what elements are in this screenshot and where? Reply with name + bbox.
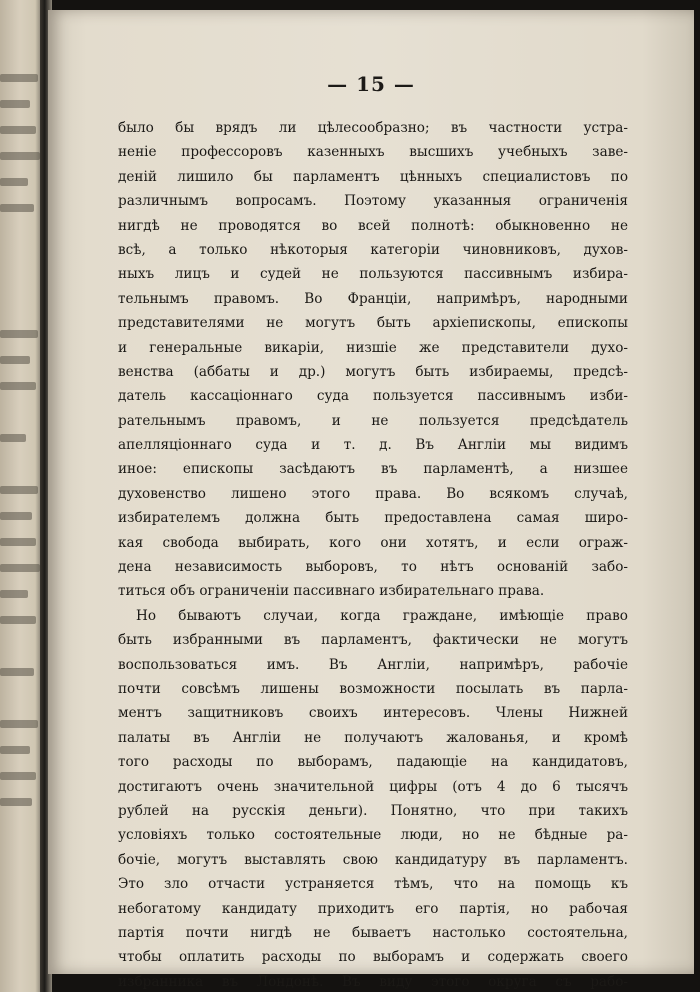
facing-page-text-fragment (0, 100, 30, 108)
text-line: условіяхъ только состоятельные люди, но не бѣдные ра- (118, 827, 628, 844)
facing-page-text-fragment (0, 330, 38, 338)
facing-page-text-fragment (0, 616, 36, 624)
facing-page-text-fragment (0, 668, 34, 676)
text-line: неніе профессоровъ казенныхъ высшихъ учебныхъ заве- (118, 144, 628, 161)
text-line: различнымъ вопросамъ. Поэтому указанныя ограниченія (118, 193, 628, 210)
text-line: духовенство лишено этого права. Во всякомъ случаѣ, (118, 485, 628, 502)
text-line: избирателемъ должна быть предоставлена самая широ- (118, 510, 628, 527)
facing-page-text-fragment (0, 178, 28, 186)
text-line: венства (аббаты и др.) могутъ быть избираемы, предсѣ- (118, 363, 628, 380)
facing-page-text-fragment (0, 590, 28, 598)
facing-page-text-fragment (0, 152, 40, 160)
paragraph-first-line: Но бываютъ случаи, когда граждане, имѣющіе право (136, 607, 628, 624)
text-line: иное: епископы засѣдаютъ въ парламентѣ, а низшее (118, 461, 628, 478)
text-line: достигаютъ очень значительной цифры (отъ 4 до 6 тысячъ (118, 778, 628, 795)
facing-page-text-fragment (0, 126, 36, 134)
text-line: дена независимость выборовъ, то нѣтъ основаній забо- (118, 559, 628, 576)
facing-page-text-fragment (0, 512, 32, 520)
facing-page-text-fragment (0, 486, 38, 494)
facing-page-text-fragment (0, 382, 36, 390)
text-line: ныхъ лицъ и судей не пользуются пассивнымъ избира- (118, 266, 628, 283)
text-line: избранника въ Лондонѣ. Въ виду этого округа съ рабо- (118, 973, 628, 990)
text-line: всѣ, а только нѣкоторыя категоріи чиновниковъ, духов- (118, 241, 628, 258)
facing-page-text-fragment (0, 434, 26, 442)
body-text (118, 116, 628, 992)
facing-page-text-fragment (0, 356, 30, 364)
facing-page-text-fragment (0, 538, 36, 546)
text-line: воспользоваться имъ. Въ Англіи, напримѣръ, рабочіе (118, 656, 628, 673)
paragraph-last-line: титься объ ограниченіи пассивнаго избирательнаго права. (118, 583, 545, 600)
facing-page-text-fragment (0, 74, 38, 82)
text-line: Это зло отчасти устраняется тѣмъ, что на помощь къ (118, 876, 628, 893)
text-line: того расходы по выборамъ, падающіе на кандидатовъ, (118, 754, 628, 771)
text-line: тельнымъ правомъ. Во Франціи, напримѣръ, народными (118, 290, 628, 307)
facing-page-text-fragment (0, 746, 30, 754)
text-line: кая свобода выбирать, кого они хотятъ, и если ограж- (118, 534, 628, 551)
facing-page-edge (0, 0, 44, 992)
text-line: нигдѣ не проводятся во всей полнотѣ: обыкновенно не (118, 217, 628, 234)
text-line: представителями не могутъ быть архіепископы, епископы (118, 315, 628, 332)
text-line: рательнымъ правомъ, и не пользуется предсѣдатель (118, 412, 628, 429)
facing-page-text-fragment (0, 798, 32, 806)
facing-page-text-fragment (0, 720, 38, 728)
text-line: партія почти нигдѣ не бываетъ настолько состоятельна, (118, 924, 628, 941)
facing-page-text-fragment (0, 564, 40, 572)
text-line: быть избранными въ парламентъ, фактически не могутъ (118, 632, 628, 649)
book-page (48, 10, 694, 990)
text-line: бочіе, могутъ выставлять свою кандидатуру въ парламентъ. (118, 851, 628, 868)
facing-page-text-fragment (0, 772, 36, 780)
text-line: небогатому кандидату приходитъ его партія, но рабочая (118, 900, 628, 917)
text-line: ментъ защитниковъ своихъ интересовъ. Члены Нижней (118, 705, 628, 722)
text-line: апелляціоннаго суда и т. д. Въ Англіи мы видимъ (118, 437, 628, 454)
text-line: и генеральные викаріи, низшіе же представители духо- (118, 339, 628, 356)
text-line: рублей на русскія деньги). Понятно, что при такихъ (118, 802, 628, 819)
text-line: деній лишило бы парламентъ цѣнныхъ специалистовъ по (118, 168, 628, 185)
page-number: — 15 — (327, 72, 415, 96)
text-line: почти совсѣмъ лишены возможности посылать въ парла- (118, 680, 628, 697)
facing-page-text-fragment (0, 204, 34, 212)
text-line: было бы врядъ ли цѣлесообразно; въ частности устра- (118, 120, 628, 136)
text-line: датель кассаціоннаго суда пользуется пассивнымъ изби- (118, 388, 628, 405)
text-line: палаты въ Англіи не получаютъ жалованья, и кромѣ (118, 729, 628, 746)
text-line: чтобы оплатить расходы по выборамъ и содержать своего (118, 949, 628, 966)
